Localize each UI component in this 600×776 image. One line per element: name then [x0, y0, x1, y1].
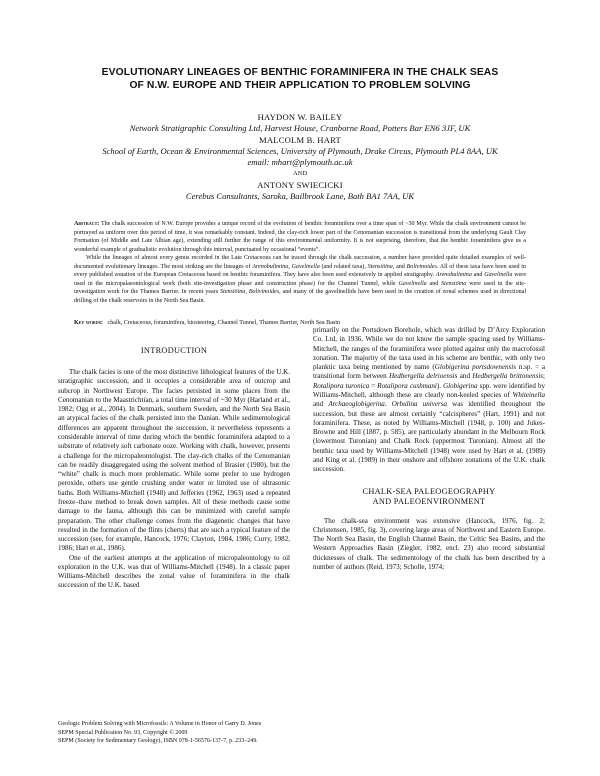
taxon-name: Stensiöina — [441, 280, 467, 287]
title-line-1: EVOLUTIONARY LINEAGES OF BENTHIC FORAMINIFERA IN THE CHALK SEAS — [101, 67, 499, 78]
introduction-heading: INTRODUCTION — [140, 346, 208, 355]
abstract-label: Abstract: — [74, 221, 100, 227]
abstract-text: , and many of the gavelinellids have been used in the creation of zonal schemes used in directional drilling of the chalk reservoirs in the North Sea Basin. — [74, 289, 527, 304]
author-1-name: HAYDON W. BAILEY — [257, 112, 343, 122]
taxon-name: Rotalipora turonica — [313, 381, 370, 390]
paleogeography-heading-line-1: CHALK-SEA PALEOGEOGRAPHY — [362, 486, 496, 496]
footer-line-1: Geologic Problem Solving with Microfossils: A Volume in Honor of Garry D. Jones — [58, 721, 262, 727]
taxon-name: Gavelinella — [398, 280, 427, 287]
taxon-name: Bolivinoides — [248, 289, 280, 296]
paleogeography-heading-line-2: AND PALEOENVIRONMENT — [372, 496, 486, 506]
body-text: . — [384, 400, 392, 409]
author-2-email[interactable]: email: mhart@plymouth.ac.uk — [247, 157, 353, 168]
author-3-affiliation: Cerebus Consultants, Saroka, Bailbrook Lane, Bath BA1 7AA, UK — [185, 191, 415, 202]
abstract-text: (and related taxa), — [319, 263, 368, 270]
author-2-affiliation: School of Earth, Ocean & Environmental Sciences, University of Plymouth, Drake Circus, Plymouth PL4 8AA, UK — [102, 145, 498, 156]
author-1-affiliation: Network Stratigraphic Consulting Ltd, Harvest House, Cranborne Road, Potters Bar EN6 3JF, UK — [129, 123, 471, 134]
abstract-text: . All of these taxa have been used in every published zonation of the European Cretaceous based on benthic foraminifera. They have also been used extensively in applied stratigraphy. — [74, 263, 526, 279]
keywords-label: Key words: — [74, 320, 103, 326]
abstract-text-1: The chalk succession of N.W. Europe provides a unique record of the evolution of benthic foraminifera over a time span of ~30 Myr. While the chalk environment cannot be portrayed as uniform over this period of time, it was remarkably constant. Indeed, the clay-rich lower part of the Cenomanian succession is transitional from the underlying Gault Clay Formation (of Middle and Late Albian age), extending still further the range of this environmental uniformity. It is not surprising, therefore, that the benthic foraminifera give us a wonderful example of gradualistic evolution through this interval, punctuated by occasional “events”. — [74, 221, 526, 253]
taxon-name: Globigerina portsdownensis — [434, 363, 516, 372]
intro-paragraph-3 — [313, 326, 545, 475]
abstract-paragraph-1 — [74, 220, 526, 254]
taxon-name: Rotalipora cushmani — [377, 381, 437, 390]
body-text: primarily on the Portsdown Borehole, which was drilled by D’Arcy Exploration Co. Ltd, in 1936. While we do not know the sample spacing used by Williams-Mitchell, the ranges of the foraminifera were plotted against only the macrofossil zonation. The majority of the taxa used in his scheme are benthic, with only two planktic taxa being mentioned by name ( — [313, 326, 545, 372]
paleogeography-heading — [313, 487, 545, 507]
footer-line-2: SEPM Special Publication No. 93, Copyright © 2009 — [58, 729, 188, 736]
abstract-paragraph-2 — [74, 254, 526, 305]
taxon-name: Arenobulimina — [435, 272, 472, 279]
keywords-text: chalk, Cretaceous, foraminifera, biosteering, Channel Tunnel, Thames Barrier, North Sea Basin — [107, 320, 341, 326]
taxon-name: Gavelinella — [484, 272, 513, 279]
left-column — [58, 346, 290, 591]
abstract-text: , — [288, 263, 292, 270]
body-text: n.sp. = a transitional form between — [313, 363, 545, 381]
abstract — [74, 220, 526, 305]
taxon-name: Gavelinella — [291, 263, 320, 270]
author-separator: AND — [292, 170, 308, 178]
taxon-name: Whiteinella — [512, 390, 545, 399]
taxon-name: Stensiöina — [220, 289, 246, 296]
author-3-name: ANTONY SWIECICKI — [257, 179, 343, 190]
title-line-2: OF N.W. EUROPE AND THEIR APPLICATION TO PROBLEM SOLVING — [129, 80, 471, 91]
abstract-text: and — [426, 280, 442, 287]
paleo-paragraph-1: The chalk-sea environment was extensive (Hancock, 1976, fig. 2; Christensen, 1985, fig. 3), covering large areas of Northwest and Eastern Europe. The North Sea Basin, the English Channel Basin, the Celtic Sea Basins, and the Western Approaches Basin (Ziegler, 1982, encl. 23) also record substantial thicknesses of chalk. The sedimentology of the chalk has been described by a number of authors (Reid, 1973; Scholle, 1974; — [313, 516, 545, 571]
abstract-text: , and — [392, 263, 407, 270]
taxon-name: Archaeoglobigerina — [328, 400, 385, 409]
taxon-name: Globigerina — [443, 381, 478, 390]
taxon-name: Hedbergella brittonensis — [472, 372, 544, 381]
author-block — [30, 112, 570, 202]
paper-title — [40, 66, 560, 92]
publication-footer — [58, 720, 458, 746]
abstract-text: were used in the micropalaeontological work (both site-investigation phase and construction phase) for the Channel Tunnel, while — [74, 272, 526, 287]
author-2-name: MALCOLM B. HART — [259, 134, 341, 145]
taxon-name: Bolivinoides — [406, 263, 437, 270]
abstract-text: While the lineages of almost every genus recorded in the Late Cretaceous can be traced through the chalk succession, a number have provided quite detailed examples of well-documented evolutionary lineages. The most striking are the lineages of — [74, 255, 526, 270]
body-text: spp. were identified by Williams-Mitchell, although these are clearly non-keeled species of — [313, 381, 546, 399]
taxon-name: Hedbergella delrioensis — [389, 372, 458, 381]
intro-paragraph-1: The chalk facies is one of the most distinctive lithological features of the U.K. stratigraphic succession, and it occupies a considerable area of outcrop and subcrop in Northwest Europe. The facies persisted in some places from the Cenomanian to the Maastrichtian, a total time interval of ~30 Myr (Harland et al., 1982; Ogg et al., 2004). In Denmark, southern Sweden, and the North Sea Basin an atypical facies of the chalk persisted into the Danian. While sedimentological differences are apparent throughout the succession, it nevertheless represents a considerable interval of time during which the benthic foraminifera adapted to a substrate of relatively soft carbonate ooze. Working with chalk, however, presents a challenge for the micropaleontologist. The clay-rich chalks of the Cenomanian can be readily disaggregated using the solvent method of Brasier (1980), but the “white” chalk is much more problematic. While some prefer to use hydrogen peroxide, others use gentle crushing under water or limited use of ultrasonic baths. Both Williams-Mitchell (1948) and Jefferies (1962, 1963) used a repeated freeze–thaw method to break down samples. All of these methods cause some damage to the fauna, although this can be minimized with careful sample preparation. The other challenge comes from the diagenetic changes that have resulted in the formation of the flints (cherts) that are such a typical feature of the succession (see, for example, Hancock, 1976; Clayton, 1984, 1986; Curry, 1982, 1986; Hart et al., 1986). — [58, 368, 290, 553]
body-text: was identified throughout the succession, but these are almost certainly “calcispheres” (Hart, 1991) and not foraminifera. These, as noted by Williams-Mitchell (1948, p. 100) and Jukes-Browne and Hill (1887, p. 585), are particularly abundant in the Melbourn Rock (lowermost Turonian) and Chalk Rock (uppermost Turonian). Almost all the benthic taxa used by Williams-Mitchell (1948) were used by Hart et al. (1989) and King et al. (1989) in their onshore and offshore zonations of the U.K. chalk succession. — [313, 400, 546, 474]
body-text: = — [369, 381, 378, 390]
body-text: ; — [543, 372, 545, 381]
taxon-name: Stensiöina — [367, 263, 393, 270]
abstract-text: and — [471, 272, 485, 279]
body-text: and — [313, 400, 329, 409]
intro-paragraph-2: One of the earliest attempts at the application of micropaleontology to oil exploration in the U.K. was that of Williams-Mitchell (1948). In a classic paper Williams-Mitchell describes the zonal value of foraminifera in the chalk succession of the U.K. based — [58, 553, 290, 590]
taxon-name: Arenobulimina — [252, 263, 289, 270]
taxon-name: Orbulina universa — [391, 400, 447, 409]
abstract-text: were used in the site-investigation work for the Thames Barrier. In recent years — [74, 280, 526, 296]
abstract-text: , — [245, 289, 249, 296]
body-text: ). — [436, 381, 444, 390]
footer-line-3: SEPM (Society for Sedimentary Geology), ISBN 978-1-56576-137-7, p. 233–249. — [58, 738, 258, 745]
right-column — [313, 326, 545, 572]
body-text: and — [457, 372, 473, 381]
